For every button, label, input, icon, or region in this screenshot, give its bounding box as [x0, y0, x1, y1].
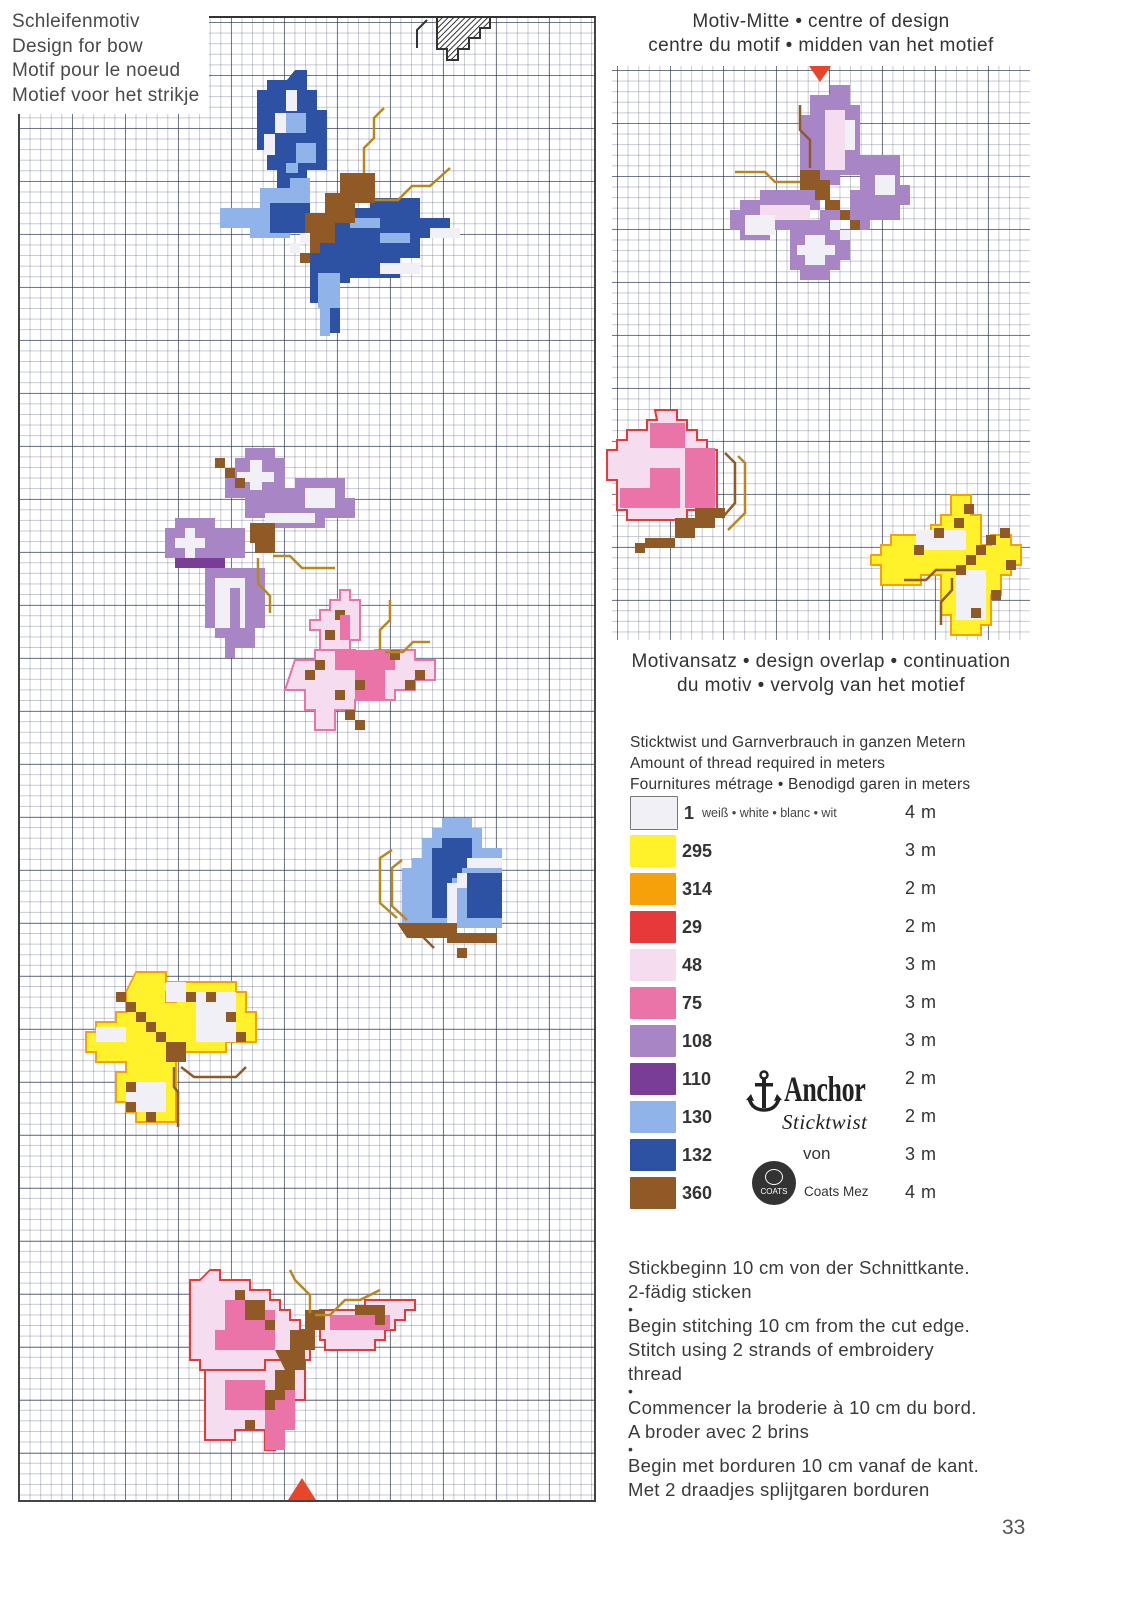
centre-caption — [612, 10, 1030, 58]
butterfly-pink-large — [205, 1270, 420, 1480]
instr-nl-2: Met 2 draadjes splijtgaren borduren — [628, 1479, 930, 1500]
thread-code: 75 — [682, 992, 703, 1013]
thread-quantity: 3 m — [905, 992, 937, 1012]
thread-code: 1 — [684, 802, 695, 823]
legend-row — [630, 834, 720, 868]
color-swatch — [630, 873, 676, 905]
color-swatch — [630, 1025, 676, 1057]
thread-code: 314 — [682, 878, 713, 899]
color-swatch — [630, 1063, 676, 1095]
thread-code: 29 — [682, 916, 703, 937]
thread-quantity: 3 m — [905, 1030, 937, 1050]
legend-row — [630, 948, 710, 982]
thread-code: 108 — [682, 1030, 713, 1051]
legend-row — [630, 1062, 719, 1096]
thread-code: 48 — [682, 954, 703, 975]
instr-nl-1: Begin met borduren 10 cm vanaf de kant. — [628, 1455, 980, 1476]
separator-dot: • — [628, 1301, 634, 1317]
thread-quantity: 3 m — [905, 954, 937, 974]
legend-heading-de: Sticktwist und Garnverbrauch in ganzen Metern — [630, 734, 966, 751]
thread-quantity: 2 m — [905, 1068, 937, 1088]
legend-row — [630, 796, 837, 830]
butterfly-pink-small — [295, 590, 440, 740]
color-swatch — [630, 1101, 676, 1133]
butterfly-yellow-left — [96, 972, 256, 1132]
color-swatch — [630, 1177, 676, 1209]
partial-motif-hatched — [415, 16, 495, 62]
thread-code: 132 — [682, 1144, 713, 1165]
thread-quantity: 2 m — [905, 916, 937, 936]
legend-row — [630, 986, 710, 1020]
legend-row — [630, 1024, 720, 1058]
overlap-caption-line2: du motiv • vervolg van het motief — [676, 675, 966, 696]
separator-dot: • — [628, 1441, 634, 1457]
coats-badge-text: COATS — [760, 1187, 788, 1196]
thread-code: 360 — [682, 1182, 713, 1203]
thread-quantity: 4 m — [905, 1182, 937, 1202]
instr-fr-1: Commencer la broderie à 10 cm du bord. — [628, 1397, 977, 1418]
butterfly-blue-large — [200, 68, 470, 338]
butterfly-purple-centre — [715, 80, 925, 290]
overlap-caption-line1: Motivansatz • design overlap • continuation — [631, 651, 1011, 672]
page-number: 33 — [1002, 1516, 1026, 1539]
legend-row — [630, 1176, 720, 1210]
centre-caption-line2: centre du motif • midden van het motief — [648, 35, 994, 56]
separator-dot: • — [628, 1383, 634, 1399]
instr-fr-2: A broder avec 2 brins — [628, 1421, 810, 1442]
anchor-logo — [746, 1068, 886, 1138]
sticktwist-wordmark: Sticktwist — [782, 1110, 868, 1134]
instr-en-2: Stitch using 2 strands of embroidery — [628, 1339, 934, 1360]
thread-note: weiß • white • blanc • wit — [702, 806, 837, 820]
color-swatch — [630, 796, 678, 830]
instr-en-1: Begin stitching 10 cm from the cut edge. — [628, 1315, 971, 1336]
thread-quantity: 3 m — [905, 840, 937, 860]
instructions — [628, 1256, 1068, 1502]
instr-en-3: thread — [628, 1363, 683, 1384]
color-swatch — [630, 911, 676, 943]
legend-heading — [630, 732, 970, 795]
anchor-icon — [746, 1070, 782, 1114]
centre-caption-line1: Motiv-Mitte • centre of design — [692, 11, 950, 32]
legend-heading-en: Amount of thread required in meters — [630, 755, 886, 772]
color-swatch — [630, 987, 676, 1019]
thread-quantity: 3 m — [905, 1144, 937, 1164]
legend-heading-fr-nl: Fournitures métrage • Benodigd garen in meters — [630, 776, 971, 793]
title-de: Schleifenmotiv — [12, 11, 140, 32]
title-block — [12, 10, 209, 114]
legend-row — [630, 1100, 720, 1134]
thread-quantity: 2 m — [905, 1106, 937, 1126]
von-label: von — [803, 1144, 831, 1163]
thread-quantity: 2 m — [905, 878, 937, 898]
color-swatch — [630, 949, 676, 981]
thread-code: 295 — [682, 840, 713, 861]
instr-de-1: Stickbeginn 10 cm von der Schnittkante. — [628, 1257, 970, 1278]
overlap-caption — [606, 650, 1036, 698]
color-swatch — [630, 835, 676, 867]
coats-mez-label: Coats Mez — [804, 1184, 869, 1199]
anchor-wordmark: Anchor — [784, 1069, 866, 1109]
coats-logo-icon — [752, 1161, 796, 1205]
butterfly-yellow-right — [876, 490, 1036, 645]
butterfly-pink-side — [610, 408, 760, 558]
thread-code: 130 — [682, 1106, 713, 1127]
legend-row — [630, 1138, 720, 1172]
centre-marker-bottom — [288, 1478, 316, 1500]
instr-de-2: 2-fädig sticken — [628, 1281, 752, 1302]
thread-code: 110 — [682, 1068, 712, 1089]
title-en: Design for bow — [12, 35, 143, 57]
butterfly-blue-side — [372, 818, 512, 968]
color-swatch — [630, 1139, 676, 1171]
title-fr: Motif pour le noeud — [12, 60, 181, 81]
thread-quantity: 4 m — [905, 802, 937, 822]
legend-row — [630, 872, 720, 906]
legend-row — [630, 910, 710, 944]
title-nl: Motief voor het strikje — [12, 84, 200, 106]
